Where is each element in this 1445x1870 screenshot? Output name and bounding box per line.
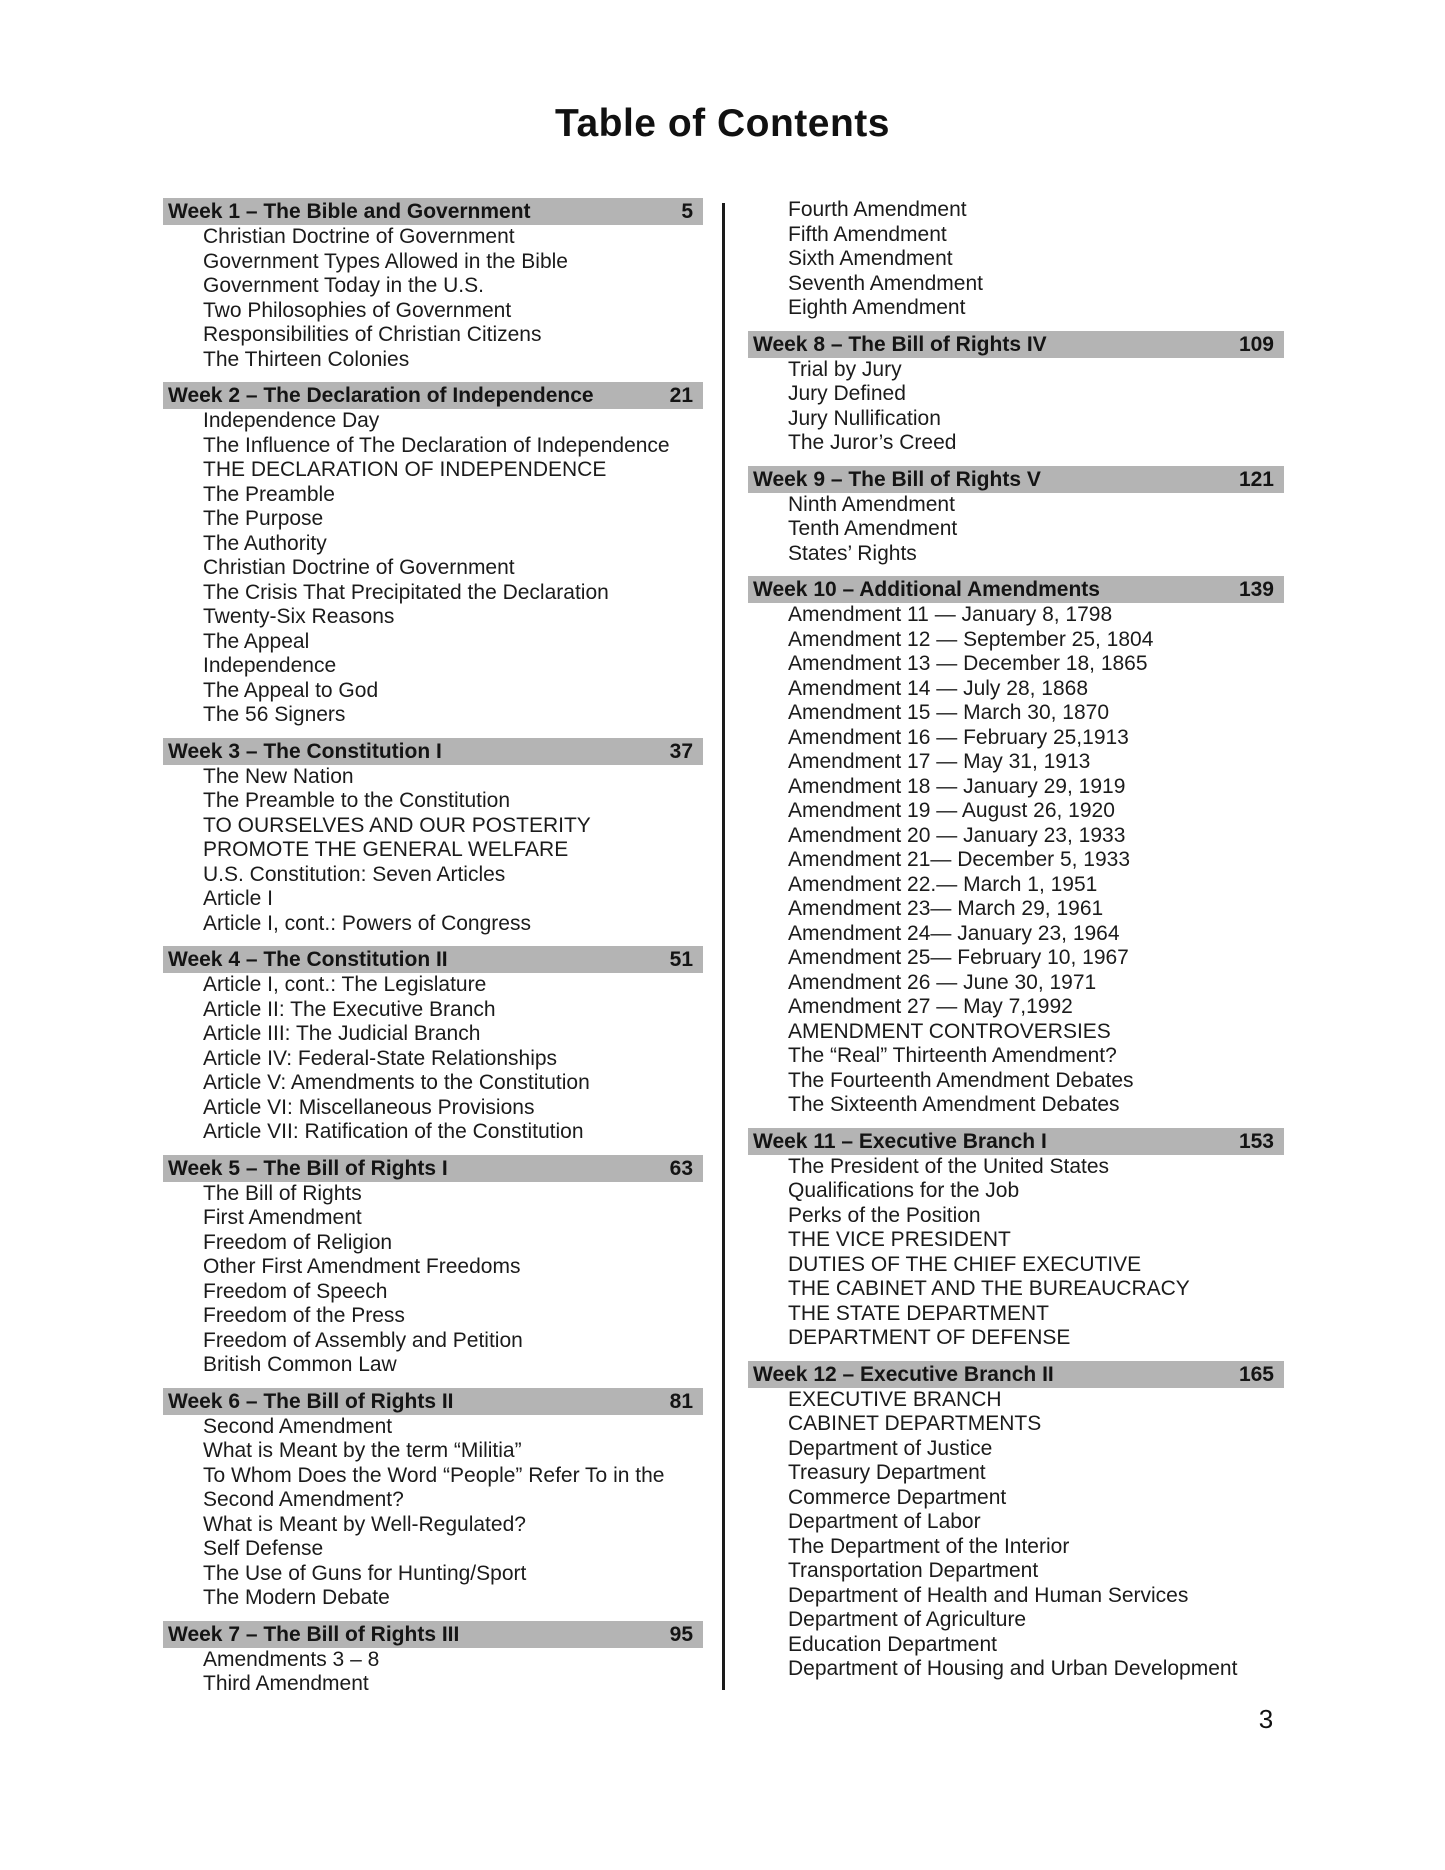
section-header bbox=[748, 466, 1284, 493]
toc-entry: Department of Health and Human Services bbox=[788, 1583, 1189, 1607]
toc-entry: Perks of the Position bbox=[788, 1203, 981, 1227]
toc-entry: Trial by Jury bbox=[788, 357, 902, 381]
section-header bbox=[163, 946, 703, 973]
toc-entry: The Crisis That Precipitated the Declaration bbox=[203, 580, 609, 604]
toc-column-right bbox=[748, 198, 1284, 1682]
toc-entry: Article V: Amendments to the Constitution bbox=[203, 1071, 590, 1094]
toc-section bbox=[163, 1155, 703, 1378]
toc-entry: Third Amendment bbox=[203, 1672, 369, 1695]
toc-entry: Department of Agriculture bbox=[788, 1608, 1027, 1631]
toc-entry: Responsibilities of Christian Citizens bbox=[203, 323, 542, 346]
toc-entry: PROMOTE THE GENERAL WELFARE bbox=[203, 838, 569, 861]
toc-entry: Article II: The Executive Branch bbox=[203, 997, 496, 1021]
toc-entry: Freedom of Assembly and Petition bbox=[203, 1328, 523, 1352]
toc-entry: Other First Amendment Freedoms bbox=[203, 1255, 521, 1278]
toc-entry: Amendment 16 — February 25,1913 bbox=[788, 725, 1129, 749]
toc-entry: THE DECLARATION OF INDEPENDENCE bbox=[203, 458, 607, 481]
toc-entry: DUTIES OF THE CHIEF EXECUTIVE bbox=[788, 1252, 1142, 1276]
toc-entry: Amendment 14 — July 28, 1868 bbox=[788, 676, 1089, 700]
toc-section bbox=[748, 576, 1284, 1118]
toc-entry: The Appeal bbox=[203, 629, 310, 653]
toc-entry: DEPARTMENT OF DEFENSE bbox=[788, 1326, 1071, 1349]
section-items bbox=[748, 493, 1284, 567]
toc-entry: The “Real” Thirteenth Amendment? bbox=[788, 1044, 1117, 1067]
toc-entry: Education Department bbox=[788, 1632, 997, 1656]
section-header bbox=[163, 198, 703, 225]
toc-entry: The President of the United States bbox=[788, 1154, 1110, 1178]
toc-entry: TO OURSELVES AND OUR POSTERITY bbox=[203, 813, 591, 837]
toc-entry: Department of Justice bbox=[788, 1436, 993, 1460]
section-header bbox=[748, 331, 1284, 358]
section-items bbox=[163, 1415, 703, 1611]
section-page-number: 63 bbox=[669, 1156, 693, 1180]
toc-entry: Sixth Amendment bbox=[788, 247, 953, 270]
toc-entry: The Preamble to the Constitution bbox=[203, 789, 511, 812]
toc-section bbox=[163, 1621, 703, 1697]
toc-entry: The Purpose bbox=[203, 507, 324, 530]
section-header bbox=[748, 576, 1284, 603]
toc-entry: Jury Defined bbox=[788, 382, 906, 405]
toc-entry: What is Meant by the term “Militia” bbox=[203, 1439, 522, 1462]
section-title: Week 4 – The Constitution II bbox=[168, 948, 448, 971]
toc-entry: Amendment 25— February 10, 1967 bbox=[788, 946, 1129, 969]
toc-entry: Christian Doctrine of Government bbox=[203, 225, 515, 248]
toc-section bbox=[163, 946, 703, 1145]
toc-entry: Article I bbox=[203, 887, 274, 910]
section-header bbox=[163, 1388, 703, 1415]
toc-entry: Government Types Allowed in the Bible bbox=[203, 249, 568, 273]
toc-entry: Amendment 24— January 23, 1964 bbox=[788, 921, 1120, 945]
toc-entry: Fifth Amendment bbox=[788, 222, 947, 246]
toc-entry: The Sixteenth Amendment Debates bbox=[788, 1093, 1120, 1116]
toc-entry: Article III: The Judicial Branch bbox=[203, 1022, 481, 1045]
toc-section bbox=[748, 198, 1284, 321]
section-title: Week 1 – The Bible and Government bbox=[168, 200, 531, 223]
section-items bbox=[748, 1388, 1284, 1682]
section-title: Week 8 – The Bill of Rights IV bbox=[753, 332, 1047, 356]
toc-entry: Article VII: Ratification of the Constitution bbox=[203, 1120, 584, 1143]
toc-entry: What is Meant by Well-Regulated? bbox=[203, 1512, 526, 1536]
section-page-number: 95 bbox=[669, 1622, 693, 1646]
toc-entry: The Department of the Interior bbox=[788, 1534, 1070, 1558]
section-items bbox=[163, 225, 703, 372]
toc-entry: To Whom Does the Word “People” Refer To in the Second Amendment? bbox=[203, 1463, 665, 1511]
section-page-number: 5 bbox=[681, 200, 693, 223]
section-items bbox=[748, 358, 1284, 456]
toc-entry: Treasury Department bbox=[788, 1461, 986, 1484]
toc-entry: Ninth Amendment bbox=[788, 492, 955, 516]
toc-entry: Amendment 13 — December 18, 1865 bbox=[788, 652, 1148, 675]
section-title: Week 3 – The Constitution I bbox=[168, 739, 442, 763]
section-title: Week 6 – The Bill of Rights II bbox=[168, 1389, 454, 1413]
toc-entry: The Bill of Rights bbox=[203, 1181, 362, 1205]
toc-entry: Article I, cont.: The Legislature bbox=[203, 973, 487, 996]
toc-entry: Amendment 27 — May 7,1992 bbox=[788, 995, 1073, 1018]
section-title: Week 11 – Executive Branch I bbox=[753, 1129, 1047, 1153]
toc-entry: British Common Law bbox=[203, 1353, 397, 1376]
section-title: Week 12 – Executive Branch II bbox=[753, 1362, 1054, 1386]
section-page-number: 153 bbox=[1238, 1129, 1274, 1153]
toc-entry: Freedom of the Press bbox=[203, 1304, 405, 1327]
toc-entry: States’ Rights bbox=[788, 541, 917, 565]
toc-entry: Amendment 17 — May 31, 1913 bbox=[788, 750, 1091, 773]
section-title: Week 5 – The Bill of Rights I bbox=[168, 1156, 448, 1180]
toc-entry: Transportation Department bbox=[788, 1559, 1039, 1582]
toc-entry: Government Today in the U.S. bbox=[203, 274, 484, 297]
section-page-number: 109 bbox=[1238, 332, 1274, 356]
toc-entry: Fourth Amendment bbox=[788, 198, 967, 221]
section-header bbox=[163, 1155, 703, 1182]
toc-section bbox=[163, 382, 703, 728]
column-divider bbox=[722, 203, 725, 1690]
toc-entry: Article IV: Federal-State Relationships bbox=[203, 1046, 558, 1070]
toc-entry: Independence bbox=[203, 654, 337, 677]
toc-entry: Seventh Amendment bbox=[788, 271, 983, 295]
toc-entry: Article I, cont.: Powers of Congress bbox=[203, 911, 531, 935]
toc-entry: Amendment 20 — January 23, 1933 bbox=[788, 823, 1126, 847]
toc-entry: Amendment 15 — March 30, 1870 bbox=[788, 701, 1110, 724]
toc-entry: Amendment 22.— March 1, 1951 bbox=[788, 872, 1098, 896]
section-title: Week 9 – The Bill of Rights V bbox=[753, 467, 1041, 491]
toc-entry: Christian Doctrine of Government bbox=[203, 556, 515, 579]
section-items bbox=[163, 765, 703, 937]
section-items bbox=[163, 1182, 703, 1378]
toc-entry: Amendment 19 — August 26, 1920 bbox=[788, 799, 1115, 822]
section-items bbox=[748, 1155, 1284, 1351]
toc-entry: The Modern Debate bbox=[203, 1586, 390, 1609]
toc-entry: EXECUTIVE BRANCH bbox=[788, 1387, 1002, 1411]
toc-entry: Second Amendment bbox=[203, 1414, 393, 1438]
toc-entry: The Fourteenth Amendment Debates bbox=[788, 1068, 1134, 1092]
toc-entry: Two Philosophies of Government bbox=[203, 298, 512, 322]
toc-entry: Commerce Department bbox=[788, 1485, 1007, 1509]
toc-entry: Freedom of Speech bbox=[203, 1279, 388, 1303]
toc-entry: The Use of Guns for Hunting/Sport bbox=[203, 1561, 527, 1585]
toc-entry: Amendments 3 – 8 bbox=[203, 1647, 380, 1671]
section-items bbox=[163, 1648, 703, 1697]
section-title: Week 7 – The Bill of Rights III bbox=[168, 1622, 460, 1646]
toc-entry: The Juror’s Creed bbox=[788, 431, 957, 454]
toc-entry: The Thirteen Colonies bbox=[203, 347, 410, 371]
page-number: 3 bbox=[1258, 1704, 1274, 1734]
toc-entry: U.S. Constitution: Seven Articles bbox=[203, 862, 506, 886]
section-title: Week 2 – The Declaration of Independence bbox=[168, 384, 594, 407]
section-page-number: 121 bbox=[1238, 467, 1274, 491]
toc-entry: The New Nation bbox=[203, 764, 354, 788]
toc-entry: Twenty-Six Reasons bbox=[203, 605, 395, 628]
section-header bbox=[163, 382, 703, 409]
toc-entry: The Authority bbox=[203, 531, 327, 555]
section-page-number: 51 bbox=[669, 948, 693, 971]
toc-entry: Amendment 26 — June 30, 1971 bbox=[788, 970, 1097, 994]
toc-section bbox=[748, 1361, 1284, 1682]
toc-entry: First Amendment bbox=[203, 1206, 362, 1229]
toc-entry: Article VI: Miscellaneous Provisions bbox=[203, 1095, 535, 1119]
section-items bbox=[163, 409, 703, 728]
toc-entry: Independence Day bbox=[203, 409, 380, 432]
toc-entry: Department of Housing and Urban Development bbox=[788, 1657, 1238, 1680]
section-page-number: 21 bbox=[669, 384, 693, 407]
toc-entry: Amendment 18 — January 29, 1919 bbox=[788, 774, 1126, 798]
section-title: Week 10 – Additional Amendments bbox=[753, 578, 1100, 601]
toc-entry: The Influence of The Declaration of Independence bbox=[203, 433, 670, 457]
section-page-number: 165 bbox=[1238, 1362, 1274, 1386]
section-page-number: 81 bbox=[669, 1389, 693, 1413]
section-items bbox=[748, 198, 1284, 321]
toc-entry: Amendment 12 — September 25, 1804 bbox=[788, 627, 1154, 651]
toc-section bbox=[748, 466, 1284, 567]
toc-entry: Self Defense bbox=[203, 1537, 324, 1560]
toc-entry: Amendment 21— December 5, 1933 bbox=[788, 848, 1131, 871]
toc-column-left bbox=[163, 198, 703, 1697]
toc-section bbox=[748, 331, 1284, 456]
toc-entry: Amendment 11 — January 8, 1798 bbox=[788, 603, 1113, 626]
toc-section bbox=[163, 1388, 703, 1611]
section-items bbox=[748, 603, 1284, 1118]
section-items bbox=[163, 973, 703, 1145]
toc-entry: THE CABINET AND THE BUREAUCRACY bbox=[788, 1277, 1190, 1300]
toc-entry: Jury Nullification bbox=[788, 406, 941, 430]
section-header bbox=[748, 1128, 1284, 1155]
section-page-number: 37 bbox=[669, 739, 693, 763]
toc-entry: THE STATE DEPARTMENT bbox=[788, 1301, 1049, 1325]
page-title: Table of Contents bbox=[555, 102, 890, 145]
section-page-number: 139 bbox=[1238, 578, 1274, 601]
toc-entry: Amendment 23— March 29, 1961 bbox=[788, 897, 1104, 920]
toc-entry: CABINET DEPARTMENTS bbox=[788, 1412, 1042, 1435]
toc-entry: Freedom of Religion bbox=[203, 1230, 393, 1254]
toc-section bbox=[163, 738, 703, 937]
toc-entry: Eighth Amendment bbox=[788, 296, 966, 319]
toc-section bbox=[163, 198, 703, 372]
toc-entry: Tenth Amendment bbox=[788, 517, 958, 540]
section-header bbox=[163, 738, 703, 765]
toc-entry: THE VICE PRESIDENT bbox=[788, 1228, 1011, 1251]
toc-entry: AMENDMENT CONTROVERSIES bbox=[788, 1019, 1111, 1043]
section-header bbox=[748, 1361, 1284, 1388]
toc-entry: The Appeal to God bbox=[203, 678, 379, 702]
toc-entry: Department of Labor bbox=[788, 1510, 981, 1533]
toc-entry: Qualifications for the Job bbox=[788, 1179, 1020, 1202]
section-header bbox=[163, 1621, 703, 1648]
toc-entry: The 56 Signers bbox=[203, 703, 346, 726]
toc-section bbox=[748, 1128, 1284, 1351]
toc-entry: The Preamble bbox=[203, 482, 335, 506]
